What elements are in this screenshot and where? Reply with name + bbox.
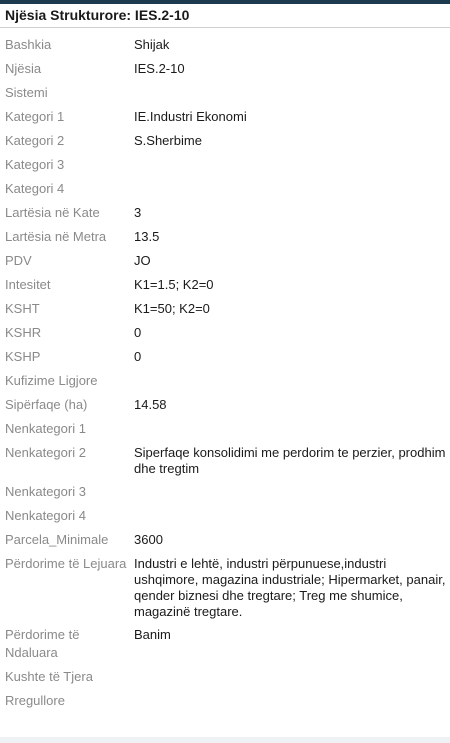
attribute-label: Kufizime Ligjore [5,373,98,388]
attribute-label: Lartësia në Metra [5,229,107,244]
attribute-row [0,204,450,228]
attribute-row [0,276,450,300]
attribute-row [0,483,450,507]
attribute-label: Intesitet [5,277,51,292]
attribute-value: 14.58 [134,397,167,412]
attribute-row [0,444,450,483]
attribute-value: JO [134,253,151,268]
attribute-label: Përdorime të Ndaluara [5,627,80,660]
attribute-value: K1=50; K2=0 [134,301,210,316]
attribute-label: Kategori 1 [5,109,65,124]
attribute-value: 3 [134,205,142,220]
attribute-row [0,108,450,132]
attribute-label: Nenkategori 4 [5,508,86,523]
attribute-label: Kategori 2 [5,133,65,148]
attribute-row [0,228,450,252]
attribute-label: Nenkategori 3 [5,484,86,499]
attribute-row [0,180,450,204]
attribute-row [0,252,450,276]
attribute-label: Sistemi [5,85,48,100]
attribute-value: 0 [134,325,142,340]
attribute-row [0,156,450,180]
attribute-value [134,156,450,157]
attribute-row [0,668,450,692]
attribute-value: 3600 [134,532,163,547]
attribute-label: Nenkategori 2 [5,445,86,460]
attribute-row [0,132,450,156]
attribute-value: IE.Industri Ekonomi [134,109,247,124]
attribute-value: IES.2-10 [134,61,185,76]
attribute-value [134,507,450,508]
attribute-row [0,396,450,420]
attribute-label: PDV [5,253,32,268]
popup-title: Njësia Strukturore: IES.2-10 [5,7,190,23]
attribute-row [0,531,450,555]
attribute-label: Kategori 3 [5,157,65,172]
attribute-label: Sipërfaqe (ha) [5,397,88,412]
attribute-label: Nenkategori 1 [5,421,86,436]
attribute-row [0,60,450,84]
attribute-row [0,507,450,531]
attribute-label: Rregullore [5,693,65,708]
attribute-value: 0 [134,349,142,364]
attribute-value [134,372,450,373]
attribute-value: Banim [134,627,171,642]
attribute-value: Siperfaqe konsolidimi me perdorim te perzier, prodhim dhe tregtim [134,445,446,476]
attribute-row [0,372,450,396]
attribute-label: Njësia [5,61,42,76]
attribute-value: 13.5 [134,229,160,244]
attribute-value [134,420,450,421]
attribute-row [0,324,450,348]
attribute-label: Përdorime të Lejuara [5,556,127,571]
attribute-label: Bashkia [5,37,52,52]
attribute-row [0,348,450,372]
bottom-bar [0,737,450,743]
attribute-value: S.Sherbime [134,133,202,148]
attribute-row [0,36,450,60]
attribute-value [134,180,450,181]
attribute-value [134,483,450,484]
attribute-label: Kategori 4 [5,181,65,196]
attribute-row [0,300,450,324]
attribute-value: Industri e lehtë, industri përpunuese,industri ushqimore, magazina industriale; Hipermarket, panair, qender biznesi dhe tregtare; Treg me shumice, magazinë tregtare. [134,556,446,619]
attribute-row [0,555,450,626]
attribute-value [134,668,450,669]
attribute-value: K1=1.5; K2=0 [134,277,214,292]
attribute-label: Kushte të Tjera [5,669,93,684]
attribute-label: KSHR [5,325,42,340]
attribute-value [134,692,450,693]
attribute-list [0,36,450,716]
popup-header [0,4,450,28]
attribute-row [0,84,450,108]
attribute-label: Parcela_Minimale [5,532,109,547]
attribute-value: Shijak [134,37,170,52]
attribute-label: KSHT [5,301,40,316]
attribute-row [0,420,450,444]
attribute-row [0,626,450,668]
attribute-label: KSHP [5,349,41,364]
attribute-row [0,692,450,716]
attribute-value [134,84,450,85]
attribute-label: Lartësia në Kate [5,205,100,220]
